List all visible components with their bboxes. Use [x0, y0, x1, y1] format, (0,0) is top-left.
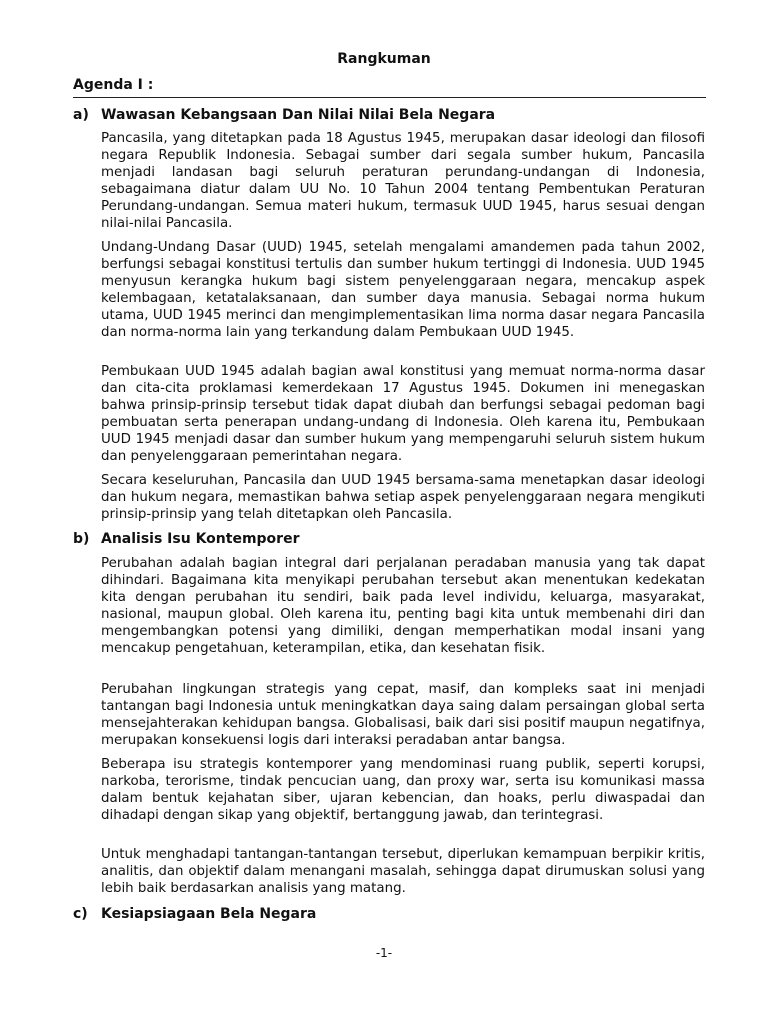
- section-heading-b: [73, 529, 706, 549]
- paragraph: Undang-Undang Dasar (UUD) 1945, setelah mengalami amandemen pada tahun 2002, berfungsi sebagai konstitusi tertulis dan sumber hukum tertinggi di Indonesia. UUD 1945 menyusun kerangka hukum bagi sistem penyelenggaraan negara, mencakup aspek kelembagaan, ketatalaksanaan, dan sumber daya manusia. Sebagai norma hukum utama, UUD 1945 merinci dan mengimplementasikan lima norma dasar negara Pancasila dan norma-norma lain yang terkandung dalam Pembukaan UUD 1945.: [101, 240, 705, 340]
- page-number: -1-: [375, 946, 393, 960]
- section-heading-c: [73, 904, 706, 924]
- paragraph: Beberapa isu strategis kontemporer yang mendominasi ruang publik, seperti korupsi, narkoba, terorisme, tindak pencucian uang, dan proxy war, serta isu komunikasi massa dalam bentuk kejahatan siber, ujaran kebencian, dan hoaks, perlu diwaspadai dan dihadapi dengan sikap yang objektif, bertanggung jawab, dan terintegrasi.: [101, 757, 705, 823]
- section-title: Analisis Isu Kontemporer: [101, 531, 300, 547]
- paragraph: Pancasila, yang ditetapkan pada 18 Agustus 1945, merupakan dasar ideologi dan filosofi negara Republik Indonesia. Sebagai sumber dari segala sumber hukum, Pancasila menjadi landasan bagi seluruh peraturan perundang-undangan di Indonesia, sebagaimana diatur dalam UU No. 10 Tahun 2004 tentang Pembentukan Peraturan Perundang-undangan. Semua materi hukum, termasuk UUD 1945, harus sesuai dengan nilai-nilai Pancasila.: [101, 131, 705, 231]
- page-title: Rangkuman: [337, 51, 431, 67]
- paragraph: Pembukaan UUD 1945 adalah bagian awal konstitusi yang memuat norma-norma dasar dan cita-cita proklamasi kemerdekaan 17 Agustus 1945. Dokumen ini menegaskan bahwa prinsip-prinsip tersebut tidak dapat diubah dan berfungsi sebagai pedoman bagi pembuatan serta penerapan undang-undang di Indonesia. Oleh karena itu, Pembukaan UUD 1945 menjadi dasar dan sumber hukum yang mempengaruhi seluruh sistem hukum dan penyelenggaraan pemerintahan negara.: [101, 364, 705, 464]
- section-letter: a): [73, 107, 89, 123]
- section-heading-a: [73, 105, 706, 125]
- paragraph: Perubahan adalah bagian integral dari perjalanan peradaban manusia yang tak dapat dihindari. Bagaimana kita menyikapi perubahan tersebut akan menentukan kedekatan kita dengan perubahan itu sendiri, baik pada level individu, keluarga, masyarakat, nasional, maupun global. Oleh karena itu, penting bagi kita untuk membenahi diri dan mengembangkan potensi yang dimiliki, dengan memperhatikan modal insani yang mencakup pengetahuan, keterampilan, etika, dan kesehatan fisik.: [101, 556, 705, 656]
- section-letter: b): [73, 531, 90, 547]
- agenda-heading: Agenda I :: [73, 75, 706, 98]
- paragraph: Secara keseluruhan, Pancasila dan UUD 1945 bersama-sama menetapkan dasar ideologi dan hukum negara, memastikan bahwa setiap aspek penyelenggaraan negara mengikuti prinsip-prinsip yang telah ditetapkan oleh Pancasila.: [101, 473, 705, 522]
- paragraph: Untuk menghadapi tantangan-tantangan tersebut, diperlukan kemampuan berpikir kritis, analitis, dan objektif dalam menangani masalah, sehingga dapat dirumuskan solusi yang lebih baik berdasarkan analisis yang matang.: [101, 847, 705, 896]
- section-letter: c): [73, 906, 88, 922]
- paragraph: Perubahan lingkungan strategis yang cepat, masif, dan kompleks saat ini menjadi tantangan bagi Indonesia untuk meningkatkan daya saing dalam persaingan global serta mensejahterakan kehidupan bangsa. Globalisasi, baik dari sisi positif maupun negatifnya, merupakan konsekuensi logis dari interaksi peradaban antar bangsa.: [101, 682, 705, 748]
- section-title: Kesiapsiagaan Bela Negara: [101, 906, 317, 922]
- section-title: Wawasan Kebangsaan Dan Nilai Nilai Bela Negara: [101, 107, 496, 123]
